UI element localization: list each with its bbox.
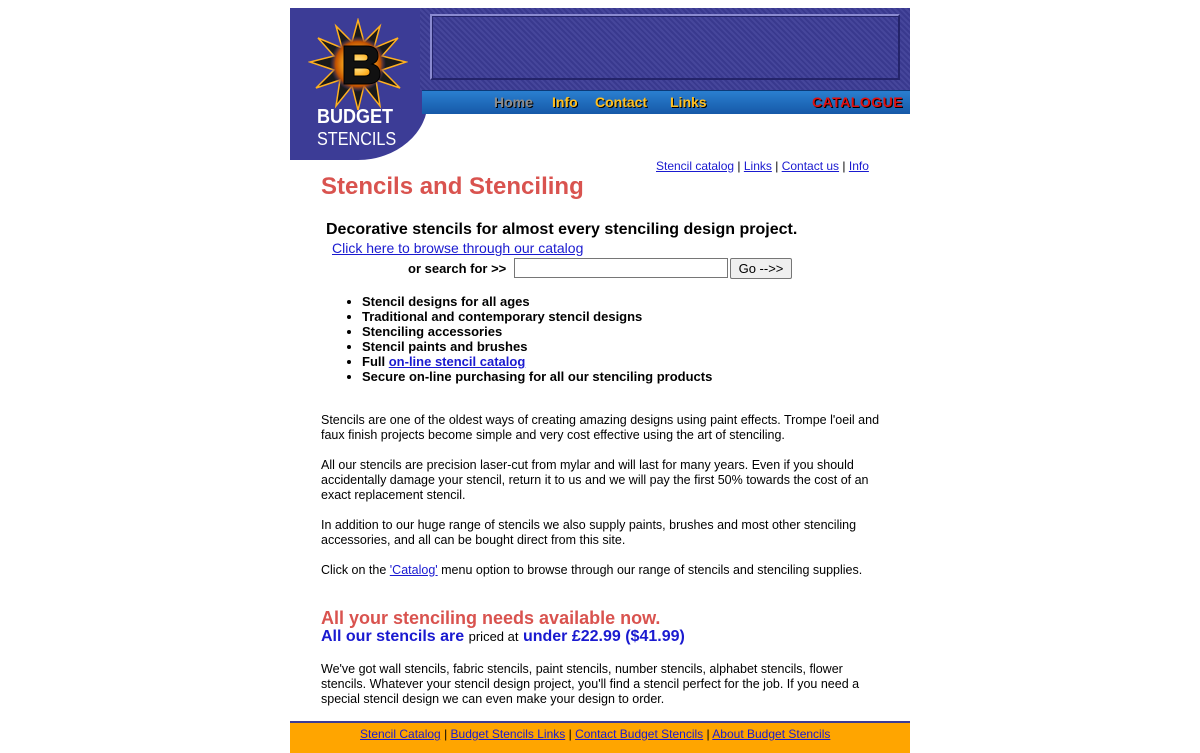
- price-lead: All our stencils are: [321, 628, 465, 645]
- online-catalog-link[interactable]: on-line stencil catalog: [388, 354, 526, 369]
- subtitle: Decorative stencils for almost every stenciling design project.: [326, 221, 798, 238]
- nav-catalogue[interactable]: CATALOGUE: [812, 94, 904, 110]
- list-item: • Secure on-line purchasing for all our stenciling products: [362, 369, 712, 384]
- list-item: [362, 354, 712, 369]
- footer-contact-link[interactable]: Contact Budget Stencils: [575, 727, 704, 741]
- separator: |: [444, 727, 448, 741]
- top-links: [656, 159, 869, 173]
- toplink-links[interactable]: Links: [743, 159, 772, 173]
- banner-panel: [430, 14, 900, 80]
- paragraph-catalog: [321, 563, 881, 578]
- search-input[interactable]: [514, 258, 728, 278]
- paragraph-text: Click on the: [321, 563, 387, 577]
- logo-line2: STENCILS: [317, 129, 397, 149]
- price-small: priced at: [468, 629, 519, 644]
- nav-bar: [422, 90, 910, 114]
- separator: |: [775, 159, 779, 173]
- footer-catalog-link[interactable]: Stencil Catalog: [360, 727, 441, 741]
- banner: [420, 8, 910, 90]
- toplink-catalog[interactable]: Stencil catalog: [656, 159, 735, 173]
- search-label: or search for >>: [408, 261, 507, 276]
- feature-list: [322, 294, 712, 384]
- footer: [290, 721, 910, 753]
- paragraph-types: We've got wall stencils, fabric stencils, paint stencils, number stencils, alphabet stencils, flower stencils. Whatever your stencil design project, you'll find a stencil perfect for the job. If you need a special stencil design we can even make your design to order.: [321, 662, 860, 706]
- footer-links: [360, 727, 830, 741]
- needs-heading: All your stenciling needs available now.: [321, 608, 661, 628]
- list-item: • Traditional and contemporary stencil designs: [362, 309, 712, 324]
- list-item: • Stenciling accessories: [362, 324, 712, 339]
- nav-contact[interactable]: Contact: [595, 94, 648, 110]
- separator: |: [706, 727, 710, 741]
- paragraph-text: menu option to browse through our range of stencils and stenciling supplies.: [441, 563, 863, 577]
- logo-line1: BUDGET: [317, 106, 394, 128]
- paragraph-intro: Stencils are one of the oldest ways of creating amazing designs using paint effects. Trompe l'oeil and faux finish projects become simple and very cost effective using the art of stenciling.: [321, 413, 880, 442]
- list-item: • Stencil paints and brushes: [362, 339, 712, 354]
- footer-about-link[interactable]: About Budget Stencils: [712, 727, 831, 741]
- nav-home[interactable]: Home: [494, 94, 533, 110]
- catalog-menu-link[interactable]: 'Catalog': [389, 563, 438, 577]
- list-item-text: Full: [362, 354, 386, 369]
- logo[interactable]: [290, 8, 428, 160]
- page: [290, 8, 910, 740]
- nav-info[interactable]: Info: [552, 94, 578, 110]
- list-item: • Stencil designs for all ages: [362, 294, 712, 309]
- price-line: [321, 628, 685, 646]
- toplink-info[interactable]: Info: [848, 159, 869, 173]
- separator: |: [568, 727, 572, 741]
- page-title: Stencils and Stenciling: [321, 173, 584, 200]
- nav-links[interactable]: Links: [670, 94, 707, 110]
- separator: |: [737, 159, 741, 173]
- footer-links-link[interactable]: Budget Stencils Links: [450, 727, 566, 741]
- separator: |: [842, 159, 846, 173]
- sunburst-logo-icon: [308, 18, 408, 110]
- header: [290, 8, 910, 160]
- browse-catalog-link[interactable]: Click here to browse through our catalog: [332, 240, 584, 256]
- paragraph-quality: All our stencils are precision laser-cut from mylar and will last for many years. Even if you should accidentally damage your stencil, return it to us and we will pay the first 50% towards the cost of an exact replacement stencil.: [321, 458, 869, 502]
- price-value: under £22.99 ($41.99): [522, 628, 685, 645]
- paragraph-accessories: In addition to our huge range of stencils we also supply paints, brushes and most other stenciling accessories, and all can be bought direct from this site.: [321, 518, 857, 547]
- toplink-contact[interactable]: Contact us: [781, 159, 840, 173]
- search-go-button[interactable]: Go -->>: [730, 258, 792, 279]
